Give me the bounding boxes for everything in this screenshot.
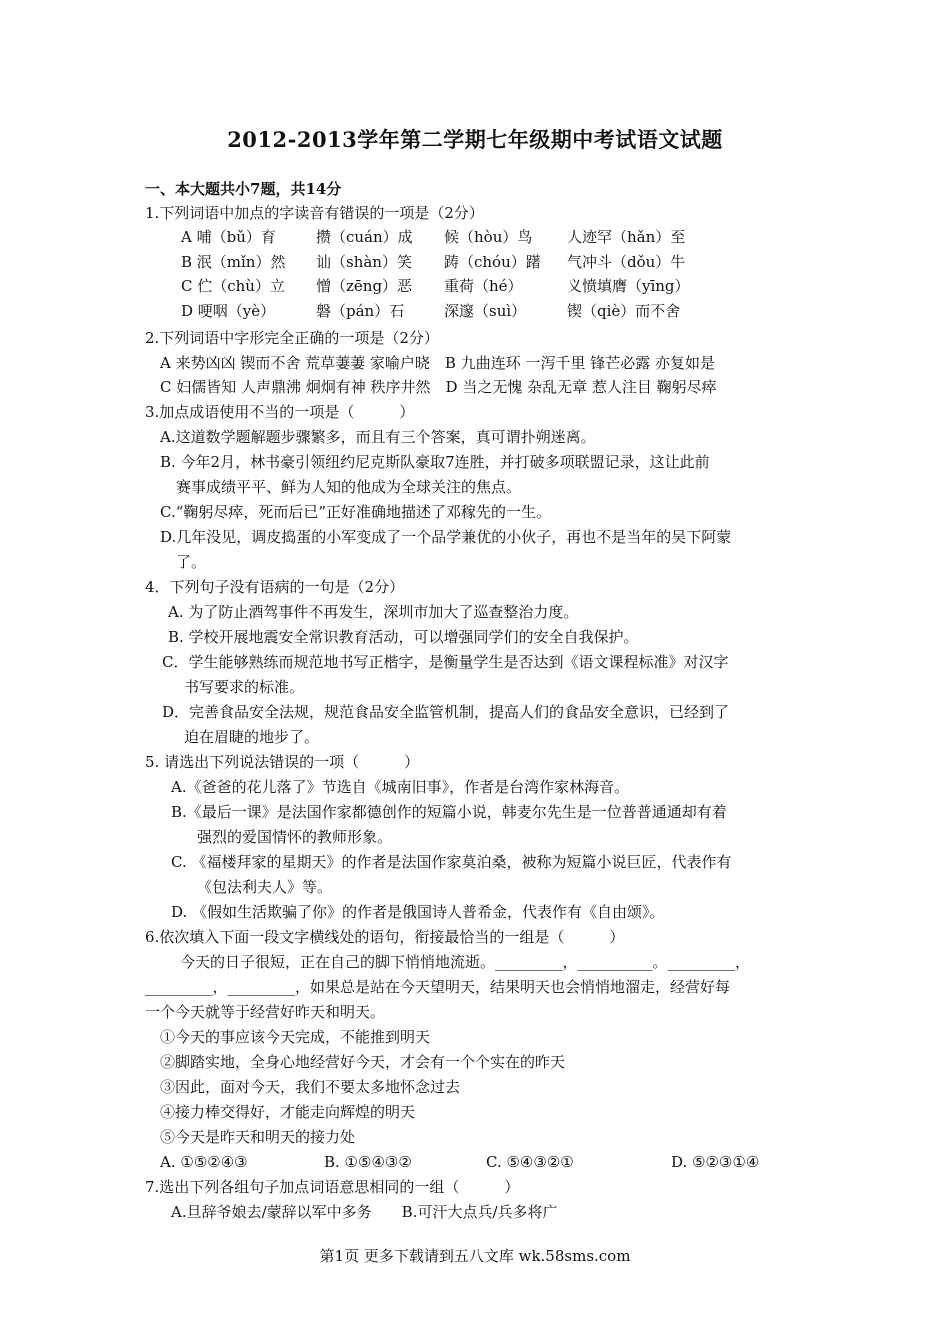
question-5-option-c-cont: 《包法利夫人》等。 bbox=[197, 878, 333, 896]
option-cell: 义愤填膺（yīng） bbox=[567, 277, 690, 295]
question-5-option-a: A.《爸爸的花儿落了》节选自《城南旧事》，作者是台湾作家林海音。 bbox=[171, 778, 630, 796]
question-2-options-cd: C 妇儒皆知 人声鼎沸 炯炯有神 秩序井然 D 当之无愧 杂乱无章 惹人注目 鞠躬尽瘁 bbox=[160, 378, 717, 396]
question-6-item: ④接力棒交得好，才能走向辉煌的明天 bbox=[160, 1103, 416, 1121]
question-7-stem: 7.选出下列各组句子加点词语意思相同的一组（ ） bbox=[145, 1178, 520, 1196]
question-4-option-c-cont: 书写要求的标准。 bbox=[184, 678, 305, 696]
question-5-option-c: C. 《福楼拜家的星期天》的作者是法国作家莫泊桑，被称为短篇小说巨匠，代表作有 bbox=[171, 853, 732, 871]
question-4-option-a: A. 为了防止酒驾事件不再发生，深圳市加大了巡查整治力度。 bbox=[168, 603, 579, 621]
question-3-stem: 3.加点成语使用不当的一项是（ ） bbox=[145, 403, 415, 421]
question-5-stem: 5. 请选出下列说法错误的一项（ ） bbox=[145, 753, 420, 771]
question-5-option-b: B.《最后一课》是法国作家都德创作的短篇小说，韩麦尔先生是一位普普通通却有着 bbox=[171, 803, 727, 821]
option-cell: B 泯（mǐn）然 bbox=[181, 253, 286, 271]
question-5-option-b-cont: 强烈的爱国情怀的教师形象。 bbox=[197, 828, 393, 846]
question-4-option-b: B. 学校开展地震安全常识教育活动，可以增强同学们的安全自我保护。 bbox=[168, 628, 639, 646]
option-cell: 磐（pán）石 bbox=[316, 302, 405, 320]
question-3-option-d: D.几年没见，调皮捣蛋的小军变成了一个品学兼优的小伙子，再也不是当年的吴下阿蒙 bbox=[160, 528, 732, 546]
question-6-passage-end: 一个今天就等于经营好昨天和明天。 bbox=[145, 1003, 386, 1021]
question-3-option-b: B. 今年2月，林书豪引领纽约尼克斯队豪取7连胜，并打破多项联盟记录，这让此前 bbox=[160, 453, 710, 471]
option-cell: 锲（qiè）而不舍 bbox=[567, 302, 681, 320]
option-cell: D 哽咽（yè） bbox=[181, 302, 276, 320]
option-cell: 深邃（suì） bbox=[444, 302, 527, 320]
question-6-stem: 6.依次填入下面一段文字横线处的语句，衔接最恰当的一组是（ ） bbox=[145, 928, 625, 946]
question-4-stem: 4．下列句子没有语病的一句是（2分） bbox=[145, 578, 405, 596]
question-6-passage: 今天的日子很短，正在自己的脚下悄悄地流逝。_________，__________。_________， bbox=[180, 953, 751, 971]
page-footer: 第1页 更多下载请到五八文库 wk.58sms.com bbox=[319, 1247, 631, 1265]
option-cell: B. ①⑤④③② bbox=[324, 1153, 412, 1171]
option-cell: C 伫（chù）立 bbox=[181, 277, 285, 295]
option-cell: 重荷（hé） bbox=[444, 277, 523, 295]
question-6-item: ③因此，面对今天，我们不要太多地怀念过去 bbox=[160, 1078, 461, 1096]
option-cell: D. ⑤②③①④ bbox=[671, 1153, 760, 1171]
question-7-options-ab: A.旦辞爷娘去/蒙辞以军中多务 B.可汗大点兵/兵多将广 bbox=[171, 1203, 558, 1221]
option-cell: C. ⑤④③②① bbox=[486, 1153, 574, 1171]
question-2-stem: 2.下列词语中字形完全正确的一项是（2分） bbox=[145, 329, 439, 347]
option-cell: 踌（chóu）躇 bbox=[444, 253, 541, 271]
question-3-option-a: A.这道数学题解题步骤繁多，而且有三个答案，真可谓扑朔迷离。 bbox=[160, 428, 596, 446]
question-4-option-d-cont: 迫在眉睫的地步了。 bbox=[184, 728, 320, 746]
option-cell: 讪（shàn）笑 bbox=[316, 253, 412, 271]
option-cell: 攒（cuán）成 bbox=[316, 228, 413, 246]
question-4-option-d: D．完善食品安全法规，规范食品安全监管机制，提高人们的食品安全意识，已经到了 bbox=[162, 703, 730, 721]
option-cell: A. ①⑤②④③ bbox=[160, 1153, 248, 1171]
question-6-item: ⑤今天是昨天和明天的接力处 bbox=[160, 1128, 356, 1146]
question-3-option-d-cont: 了。 bbox=[176, 553, 207, 571]
question-6-passage-cont: _________，_________，如果总是站在今天望明天，结果明天也会悄悄地溜走，经营好每 bbox=[145, 978, 731, 996]
exam-title: 2012-2013学年第二学期七年级期中考试语文试题 bbox=[227, 127, 723, 152]
question-4-option-c: C．学生能够熟练而规范地书写正楷字，是衡量学生是否达到《语文课程标准》对汉字 bbox=[162, 653, 729, 671]
question-1-stem: 1.下列词语中加点的字读音有错误的一项是（2分） bbox=[145, 204, 484, 222]
option-cell: 候（hòu）鸟 bbox=[444, 228, 533, 246]
section-heading: 一、本大题共小7题，共14分 bbox=[145, 180, 342, 198]
option-cell: 人迹罕（hǎn）至 bbox=[567, 228, 686, 246]
question-2-options-ab: A 来势凶凶 锲而不舍 荒草萋萋 家喻户晓 B 九曲连环 一泻千里 锋芒必露 亦复如是 bbox=[160, 354, 716, 372]
question-6-item: ②脚踏实地，全身心地经营好今天，才会有一个个实在的昨天 bbox=[160, 1053, 566, 1071]
option-cell: 憎（zēng）恶 bbox=[316, 277, 413, 295]
question-6-item: ①今天的事应该今天完成，不能推到明天 bbox=[160, 1028, 431, 1046]
question-3-option-b-cont: 赛事成绩平平、鲜为人知的他成为全球关注的焦点。 bbox=[176, 478, 522, 496]
option-cell: A 哺（bǔ）育 bbox=[181, 228, 276, 246]
question-5-option-d: D. 《假如生活欺骗了你》的作者是俄国诗人普希金，代表作有《自由颂》。 bbox=[171, 903, 665, 921]
option-cell: 气冲斗（dǒu）牛 bbox=[567, 253, 686, 271]
question-3-option-c: C.“鞠躬尽瘁，死而后已”正好准确地描述了邓稼先的一生。 bbox=[160, 503, 552, 521]
